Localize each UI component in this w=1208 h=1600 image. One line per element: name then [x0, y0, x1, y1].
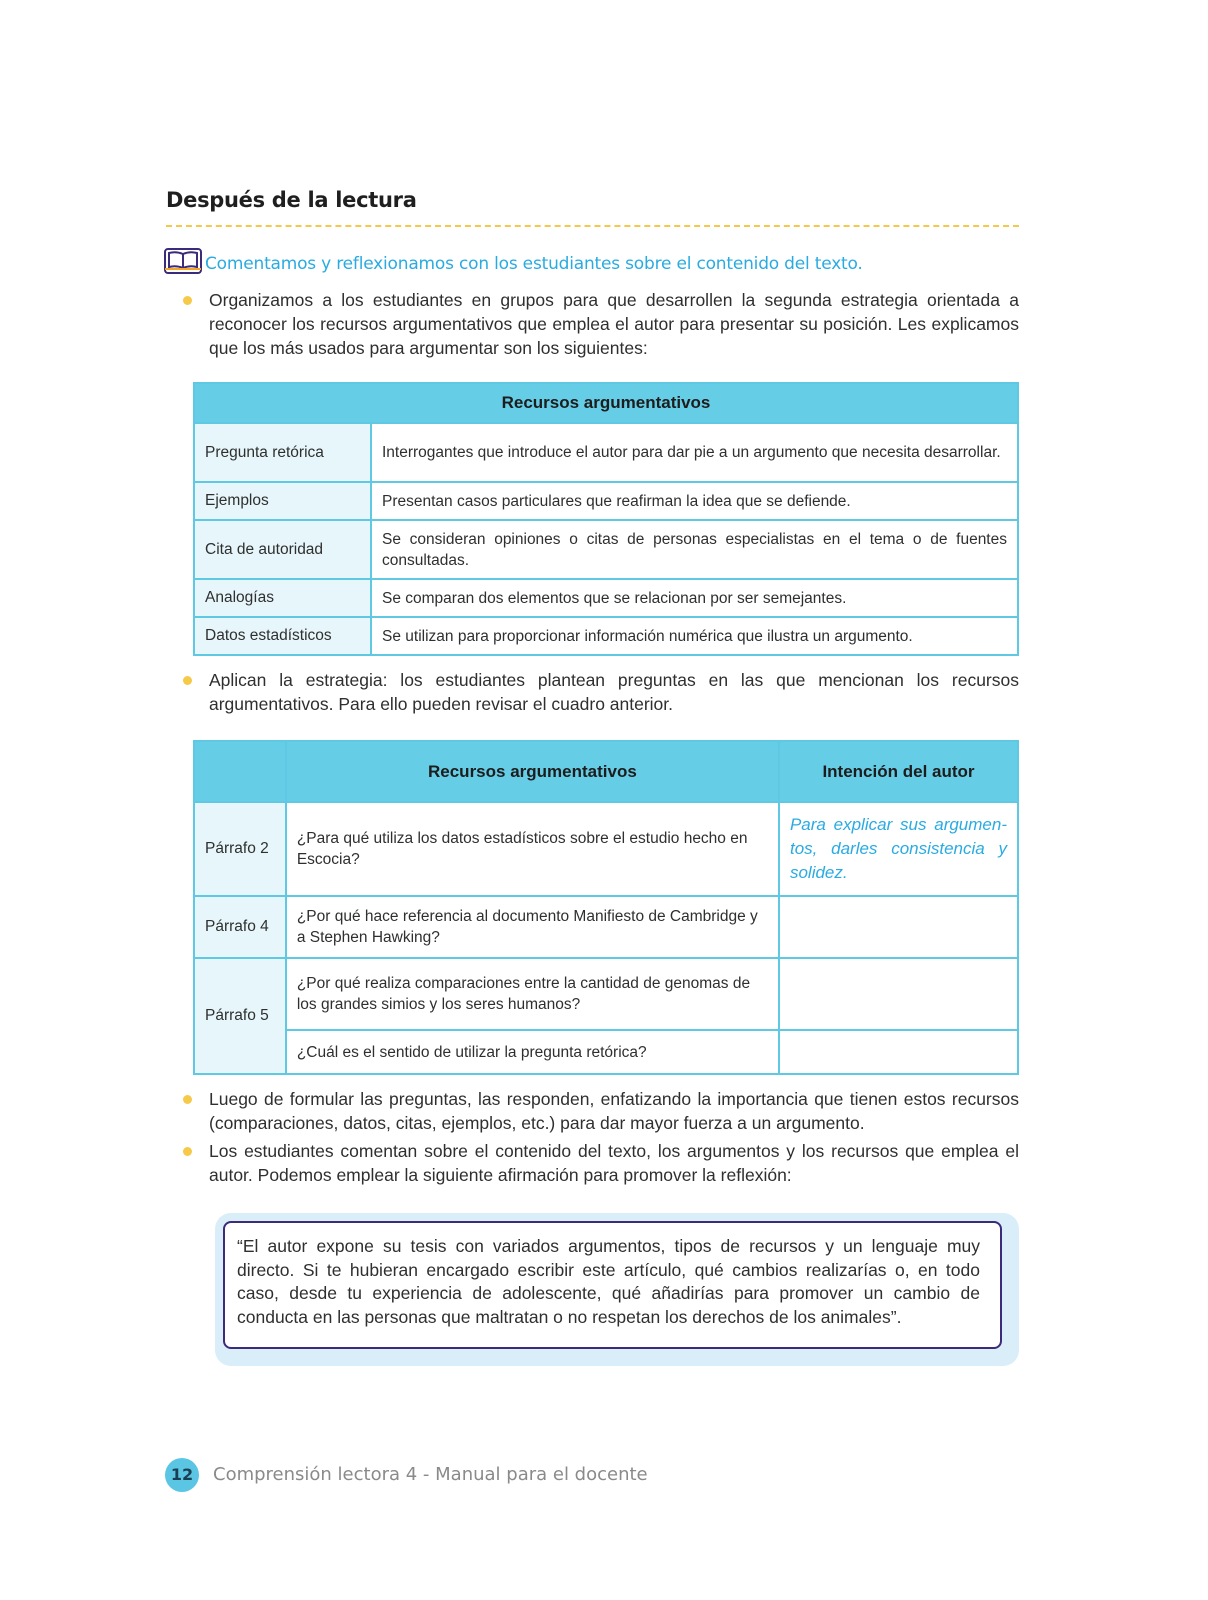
table-row [194, 896, 1018, 958]
empty-header-cell [194, 741, 286, 802]
strategy-table-col-resources: Recursos argumentativos [286, 741, 779, 802]
answer-cell [779, 1030, 1018, 1074]
strategy-table [193, 740, 1019, 1075]
resource-description: Se consideran opiniones o citas de personas especialistas en el tema o de fuentes consultadas. [371, 520, 1018, 579]
intro-instruction: Comentamos y reflexionamos con los estudiantes sobre el contenido del texto. [205, 254, 863, 274]
paragraph-label: Párrafo 2 [194, 802, 286, 896]
table-row [194, 482, 1018, 520]
table-row [194, 617, 1018, 655]
bullet-dot [183, 1095, 192, 1104]
open-book-icon [164, 248, 202, 274]
question-cell: ¿Para qué utiliza los datos estadísticos sobre el estudio hecho en Escocia? [286, 802, 779, 896]
resource-description: Se utilizan para proporcionar información numérica que ilustra un argumento. [371, 617, 1018, 655]
strategy-table-col-intention: Intención del autor [779, 741, 1018, 802]
section-title: Después de la lectura [166, 188, 417, 212]
paragraph-label: Párrafo 5 [194, 958, 286, 1074]
answer-cell [779, 958, 1018, 1030]
answer-cell [779, 802, 1018, 896]
table-row [194, 958, 1018, 1030]
table-row [194, 520, 1018, 579]
dashed-divider [166, 225, 1019, 227]
resource-label: Analogías [194, 579, 371, 617]
paragraph-4: Los estudiantes comentan sobre el contenido del texto, los argumentos y los recursos que emplea el autor. Podemos emplear la siguiente afirmación para promover la reflexión: [209, 1141, 1019, 1185]
table-row [194, 423, 1018, 482]
question-cell: ¿Por qué realiza comparaciones entre la cantidad de genomas de los grandes simios y los seres humanos? [286, 958, 779, 1030]
table-row [194, 1030, 1018, 1074]
resource-label: Datos estadísticos [194, 617, 371, 655]
resource-description: Se comparan dos elementos que se relacionan por ser semejantes. [371, 579, 1018, 617]
bullet-dot [183, 676, 192, 685]
paragraph-label: Párrafo 4 [194, 896, 286, 958]
page-number: 12 [165, 1458, 199, 1492]
resource-label: Ejemplos [194, 482, 371, 520]
question-cell: ¿Cuál es el sentido de utilizar la pregunta retórica? [286, 1030, 779, 1074]
resource-label: Pregunta retórica [194, 423, 371, 482]
resource-description: Presentan casos particulares que reafirman la idea que se defiende. [371, 482, 1018, 520]
resources-table-header: Recursos argumentativos [194, 383, 1018, 423]
sample-answer: Para explicar sus argumen-tos, darles consistencia y solidez. [789, 815, 1007, 882]
resource-label: Cita de autoridad [194, 520, 371, 579]
resource-description: Interrogantes que introduce el autor para dar pie a un argumento que necesita desarrollar. [371, 423, 1018, 482]
bullet-dot [183, 296, 192, 305]
answer-cell [779, 896, 1018, 958]
paragraph-2: Aplican la estrategia: los estudiantes plantean preguntas en las que mencionan los recursos argumentativos. Para ello pueden revisar el cuadro anterior. [209, 670, 1019, 714]
bullet-dot [183, 1147, 192, 1156]
paragraph-1: Organizamos a los estudiantes en grupos para que desarrollen la segunda estrategia orientada a reconocer los recursos argumentativos que emplea el autor para presentar su posición. Les explicamos que los más usados para argumentar son los siguientes: [209, 290, 1019, 358]
table-row [194, 802, 1018, 896]
footer-title: Comprensión lectora 4 - Manual para el docente [213, 1464, 648, 1485]
question-cell: ¿Por qué hace referencia al documento Manifiesto de Cambridge y a Stephen Hawking? [286, 896, 779, 958]
table-row [194, 579, 1018, 617]
resources-table [193, 382, 1019, 656]
reflection-quote: “El autor expone su tesis con variados argumentos, tipos de recursos y un lenguaje muy directo. Si te hubieran encargado escribir este artículo, qué cambios realizarías o, en todo caso, desde tu experiencia de adolescente, qué añadirías para promover un cambio de conducta en las personas que maltratan o no respetan los derechos de los animales”. [223, 1221, 1002, 1349]
paragraph-3: Luego de formular las preguntas, las responden, enfatizando la importancia que tienen estos recursos (comparaciones, datos, citas, ejemplos, etc.) para dar mayor fuerza a un argumento. [209, 1089, 1019, 1133]
